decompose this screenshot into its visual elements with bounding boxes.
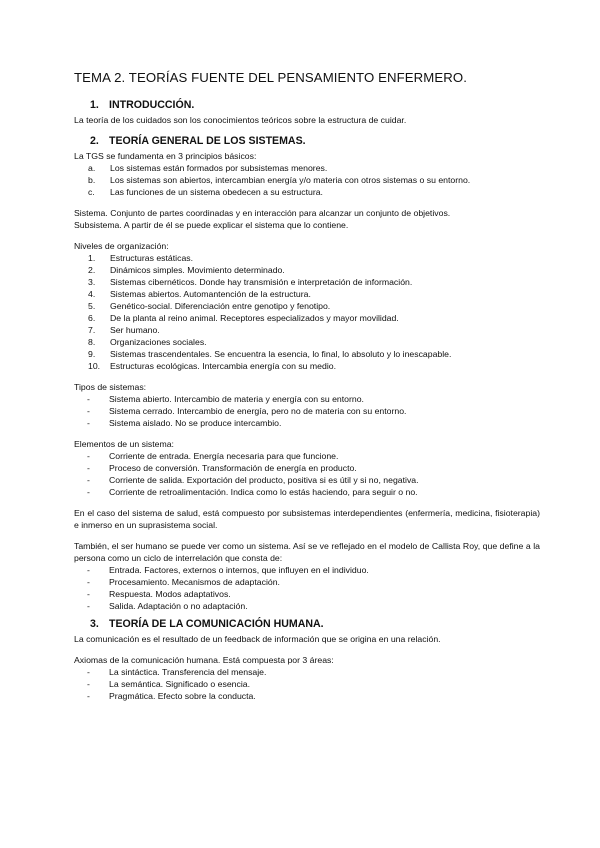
section-title: INTRODUCCIÓN. [109, 99, 195, 111]
elementos-list [74, 450, 540, 498]
intro-paragraph: La teoría de los cuidados son los conocimientos teóricos sobre la estructura de cuidar. [74, 115, 407, 125]
list-item: - Entrada. Factores, externos o internos, que influyen en el individuo. [87, 565, 369, 575]
list-item: a. Los sistemas están formados por subsistemas menores. [88, 163, 328, 173]
section-title: TEORÍA GENERAL DE LOS SISTEMAS. [109, 135, 306, 147]
list-item: 9. Sistemas trascendentales. Se encuentra la esencia, lo final, lo absoluto y lo inescapable. [88, 349, 452, 359]
definition-subsistema: Subsistema. A partir de él se puede explicar el sistema que lo contiene. [74, 220, 349, 230]
list-item: - Pragmática. Efecto sobre la conducta. [87, 691, 256, 701]
section-heading-tgs [90, 135, 540, 147]
list-item: - Proceso de conversión. Transformación de energía en producto. [87, 463, 357, 473]
section-number: 2. [90, 135, 99, 147]
list-item: c. Las funciones de un sistema obedecen a su estructura. [88, 187, 323, 197]
list-item: 6. De la planta al reino animal. Receptores especializados y mayor movilidad. [88, 313, 399, 323]
axiomas-intro: Axiomas de la comunicación humana. Está compuesta por 3 áreas: [74, 655, 334, 665]
tipos-intro: Tipos de sistemas: [74, 382, 147, 392]
list-item: 1. Estructuras estáticas. [88, 253, 194, 263]
principles-intro: La TGS se fundamenta en 3 principios básicos: [74, 151, 257, 161]
section-number: 1. [90, 99, 99, 111]
list-item: - Sistema cerrado. Intercambio de energía, pero no de materia con su entorno. [87, 406, 407, 416]
list-item: 5. Genético-social. Diferenciación entre genotipo y fenotipo. [88, 301, 331, 311]
list-item: 2. Dinámicos simples. Movimiento determinado. [88, 265, 285, 275]
niveles-intro: Niveles de organización: [74, 241, 169, 251]
salud-paragraph: En el caso del sistema de salud, está compuesto por subsistemas interdependientes (enfermería, medicina, fisioterapia) e inmerso en un suprasistema social. [74, 508, 540, 530]
niveles-list [74, 252, 540, 372]
list-item: - Corriente de retroalimentación. Indica como lo estás haciendo, para seguir o no. [87, 487, 418, 497]
list-item: - La semántica. Significado o esencia. [87, 679, 251, 689]
list-item: b. Los sistemas son abiertos, intercambian energía y/o materia con otros sistemas o su entorno. [88, 175, 471, 185]
list-item: - La sintáctica. Transferencia del mensaje. [87, 667, 267, 677]
list-item: - Corriente de salida. Exportación del producto, positiva si es útil y si no, negativa. [87, 475, 419, 485]
section-title: TEORÍA DE LA COMUNICACIÓN HUMANA. [109, 618, 324, 630]
axiomas-list [74, 666, 540, 702]
document-title: TEMA 2. TEORÍAS FUENTE DEL PENSAMIENTO ENFERMERO. [74, 70, 468, 85]
list-item: - Salida. Adaptación o no adaptación. [87, 601, 248, 611]
tipos-list [74, 393, 540, 429]
list-item: - Procesamiento. Mecanismos de adaptación. [87, 577, 280, 587]
list-item: - Sistema aislado. No se produce intercambio. [87, 418, 282, 428]
definition-sistema: Sistema. Conjunto de partes coordinadas y en interacción para alcanzar un conjunto de objetivos. [74, 208, 451, 218]
section-heading-comunicacion [90, 618, 540, 630]
section-heading-intro [90, 99, 540, 111]
list-item: 3. Sistemas cibernéticos. Donde hay transmisión e interpretación de información. [88, 277, 413, 287]
section-number: 3. [90, 618, 99, 630]
roy-paragraph: También, el ser humano se puede ver como un sistema. Así se ve reflejado en el modelo de Callista Roy, que define a la persona como un ciclo de interrelación que consta de: [74, 541, 540, 563]
list-item: 8. Organizaciones sociales. [88, 337, 207, 347]
list-item: - Corriente de entrada. Energía necesaria para que funcione. [87, 451, 339, 461]
principles-list [74, 162, 540, 198]
list-item: 10. Estructuras ecológicas. Intercambia energía con su medio. [88, 361, 336, 371]
comunicacion-paragraph: La comunicación es el resultado de un feedback de información que se origina en una relación. [74, 634, 441, 644]
list-item: 7. Ser humano. [88, 325, 160, 335]
roy-list [74, 564, 540, 612]
elementos-intro: Elementos de un sistema: [74, 439, 174, 449]
list-item: - Respuesta. Modos adaptativos. [87, 589, 231, 599]
list-item: - Sistema abierto. Intercambio de materia y energía con su entorno. [87, 394, 364, 404]
list-item: 4. Sistemas abiertos. Automantención de la estructura. [88, 289, 311, 299]
